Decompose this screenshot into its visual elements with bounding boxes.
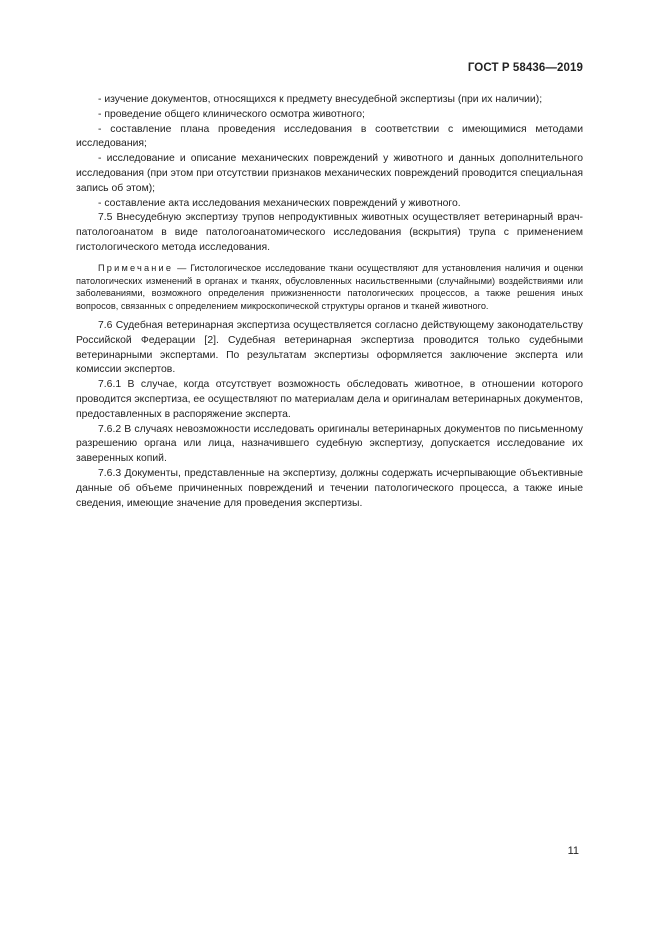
paragraph-7-6-2: 7.6.2 В случаях невозможности исследовать оригиналы ветеринарных документов по письменному разрешению органа или лица, назначившего судебную экспертизу, допускается исследование их заверенных копий. (76, 423, 583, 465)
list-item: - составление плана проведения исследования в соответствии с имеющимися методами исследования; (76, 123, 583, 150)
list-item: - исследование и описание механических повреждений у животного и данных дополнительного исследования (при этом при отсутствии признаков механических повреждений проводится специальная запись об этом); (76, 153, 583, 194)
document-code: ГОСТ Р 58436—2019 (467, 62, 583, 74)
paragraph-7-6: 7.6 Судебная ветеринарная экспертиза осуществляется согласно действующему законодательству Российской Федерации [2]. Судебная ветеринарная экспертиза проводится только судебными ветеринарными экспертами. По результатам экспертизы оформляется заключение эксперта или комиссии экспертов. (76, 319, 583, 376)
note (76, 262, 583, 313)
note-text: — Гистологическое исследование ткани осуществляют для установления наличия и оценки патологических изменений в органах и тканях, обусловленных насильственными (случайными) воздействиями или заболеваниями, возможного определения прижизненности патологических процессов, а также решения иных вопросов, связанных с определением микроскопической структуры органов и тканей животного. (76, 262, 583, 312)
page-number: 11 (567, 845, 579, 857)
list-item: - изучение документов, относящихся к предмету внесудебной экспертизы (при их наличии); (98, 94, 543, 105)
paragraph-7-5: 7.5 Внесудебную экспертизу трупов непродуктивных животных осуществляет ветеринарный врач-патологоанатом в виде патологоанатомического исследования (вскрытия) трупа с применением гистологического метода исследования. (76, 212, 583, 253)
document-body (76, 93, 583, 511)
paragraph-7-6-3: 7.6.3 Документы, представленные на экспертизу, должны содержать исчерпывающие объективные данные об объеме причиненных повреждений и течении патологического процесса, а также иные сведения, имеющие значение для проведения экспертизы. (76, 467, 583, 509)
paragraph-7-6-1: 7.6.1 В случае, когда отсутствует возможность обследовать животное, в отношении которого проводится экспертиза, ее осуществляют по материалам дела и оригиналам ветеринарных документов, предоставленных в распоряжение эксперта. (76, 379, 583, 420)
list-item: - составление акта исследования механических повреждений у животного. (98, 197, 461, 209)
list-item: - проведение общего клинического осмотра животного; (98, 108, 365, 120)
note-label: Примечание (98, 262, 174, 273)
